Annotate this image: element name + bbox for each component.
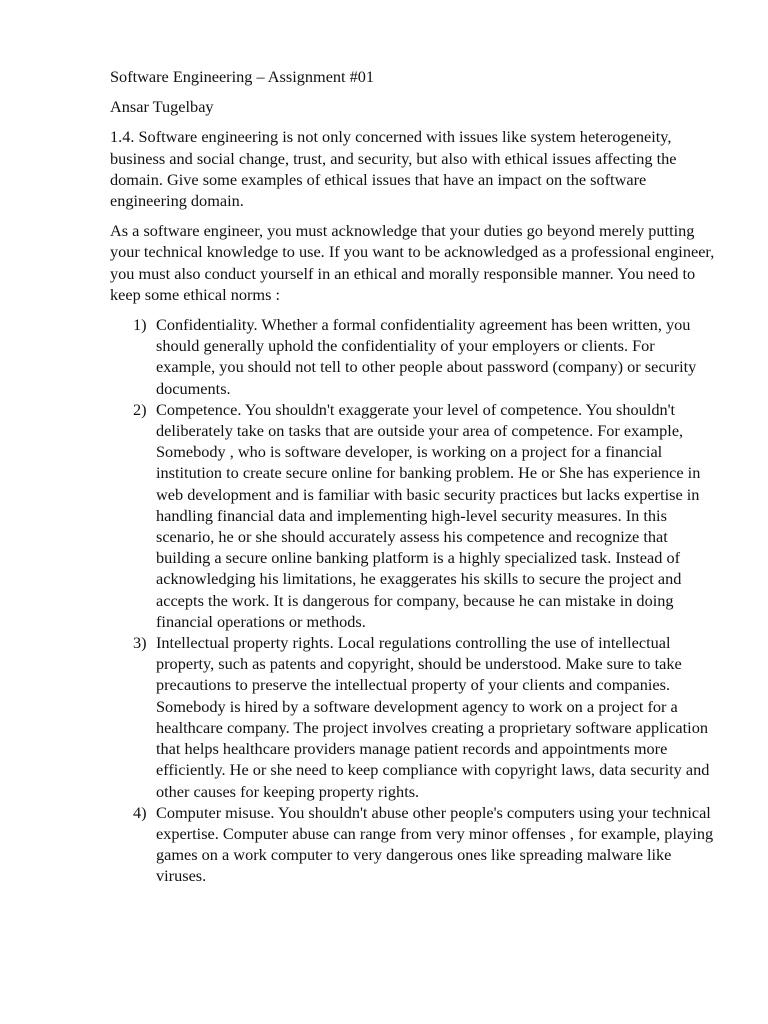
list-item-number: 1) — [133, 315, 147, 335]
list-item-number: 2) — [133, 399, 147, 419]
list-item — [110, 632, 718, 802]
list-item-text: Competence. You shouldn't exaggerate your level of competence. You shouldn't deliberately take on tasks that are outside your area of competence. For example, Somebody , who is software developer, is working on a project for a financial institution to create secure online for banking problem. He or She has experience in web development and is familiar with basic security practices but lacks expertise in handling financial data and implementing high-level security measures. In this scenario, he or she should accurately assess his competence and recognize that building a secure online banking platform is a highly specialized task. Instead of acknowledging his limitations, he exaggerates his skills to secure the project and accepts the work. It is dangerous for company, because he can mistake in doing financial operations or methods. — [156, 399, 701, 631]
intro-paragraph: As a software engineer, you must acknowledge that your duties go beyond merely putting your technical knowledge to use. If you want to be acknowledged as a professional engineer, you must also conduct yourself in an ethical and morally responsible manner. You need to keep some ethical norms : — [110, 221, 715, 304]
list-item — [110, 399, 718, 632]
list-item-text: Intellectual property rights. Local regulations controlling the use of intellectual property, such as patents and copyright, should be understood. Make sure to take precautions to preserve the intellectual property of your clients and companies. Somebody is hired by a software development agency to work on a project for a healthcare company. The project involves creating a proprietary software application that helps healthcare providers manage patient records and appointments more efficiently. He or she need to keep compliance with copyright laws, data security and other causes for keeping property rights. — [156, 633, 710, 801]
list-item — [110, 802, 718, 887]
document-title: Software Engineering – Assignment #01 — [110, 67, 375, 86]
question-paragraph: 1.4. Software engineering is not only concerned with issues like system heterogeneity, business and social change, trust, and security, but also with ethical issues affecting the domain. Give some examples of ethical issues that have an impact on the software engineering domain. — [110, 127, 677, 211]
list-item-number: 3) — [133, 633, 147, 653]
author-name: Ansar Tugelbay — [110, 97, 214, 117]
list-item — [110, 314, 718, 399]
list-item-text: Computer misuse. You shouldn't abuse other people's computers using your technical expertise. Computer abuse can range from very minor offenses , for example, playing games on a work computer to very dangerous ones like spreading malware like viruses. — [156, 802, 714, 886]
list-item-number: 4) — [133, 802, 147, 822]
ethical-norms-list — [110, 314, 718, 886]
list-item-text: Confidentiality. Whether a formal confidentiality agreement has been written, you should generally uphold the confidentiality of your employers or clients. For example, you should not tell to other people about password (company) or security documents. — [156, 315, 697, 398]
